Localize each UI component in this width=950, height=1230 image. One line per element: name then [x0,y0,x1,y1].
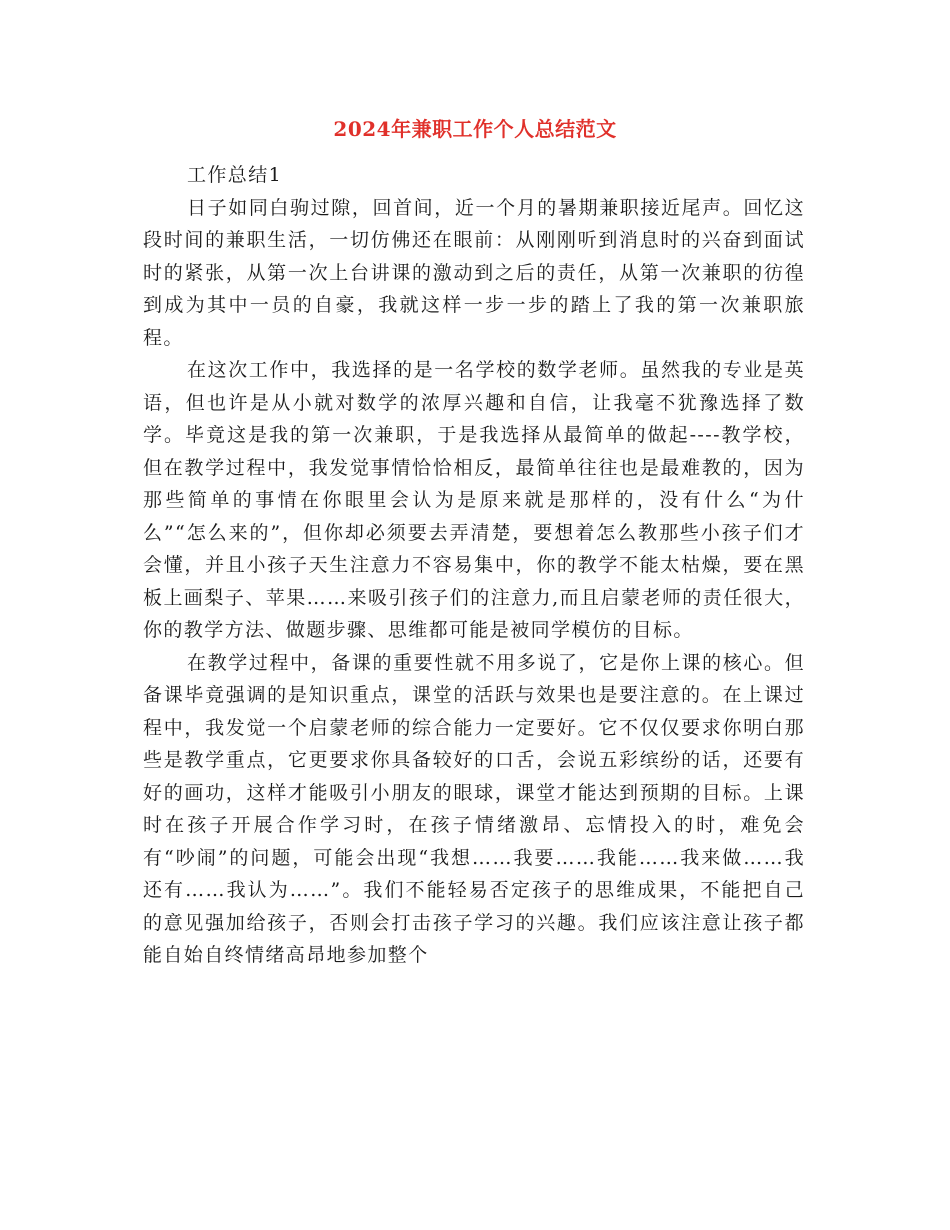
paragraph-2: 在这次工作中，我选择的是一名学校的数学老师。虽然我的专业是英语，但也许是从小就对数学的浓厚兴趣和自信，让我毫不犹豫选择了数学。毕竟这是我的第一次兼职，于是我选择从最简单的做起----教学校，但在教学过程中，我发觉事情恰恰相反，最简单往往也是最难教的，因为那些简单的事情在你眼里会认为是原来就是那样的，没有什么“为什么”“怎么来的”，但你却必须要去弄清楚，要想着怎么教那些小孩子们才会懂，并且小孩子天生注意力不容易集中，你的教学不能太枯燥，要在黑板上画梨子、苹果……来吸引孩子们的注意力,而且启蒙老师的责任很大，你的教学方法、做题步骤、思维都可能是被同学模仿的目标。 [143,359,805,641]
document-body [143,159,805,972]
document-title: 2024年兼职工作个人总结范文 [333,117,617,141]
paragraph-1: 日子如同白驹过隙，回首间，近一个月的暑期兼职接近尾声。回忆这段时间的兼职生活，一切仿佛还在眼前：从刚刚听到消息时的兴奋到面试时的紧张，从第一次上台讲课的激动到之后的责任，从第一次兼职的彷徨到成为其中一员的自豪，我就这样一步一步的踏上了我的第一次兼职旅程。 [143,196,805,349]
paragraph-3: 在教学过程中，备课的重要性就不用多说了，它是你上课的核心。但备课毕竟强调的是知识重点，课堂的活跃与效果也是要注意的。在上课过程中，我发觉一个启蒙老师的综合能力一定要好。它不仅仅要求你明白那些是教学重点，它更要求你具备较好的口舌，会说五彩缤纷的话，还要有好的画功，这样才能吸引小朋友的眼球，课堂才能达到预期的目标。上课时在孩子开展合作学习时，在孩子情绪激昂、忘情投入的时，难免会有“吵闹”的问题，可能会出现“我想……我要……我能……我来做……我还有……我认为……”。我们不能轻易否定孩子的思维成果，不能把自己的意见强加给孩子，否则会打击孩子学习的兴趣。我们应该注意让孩子都能自始自终情绪高昂地参加整个 [143,651,805,966]
section-heading: 工作总结1 [187,164,283,186]
